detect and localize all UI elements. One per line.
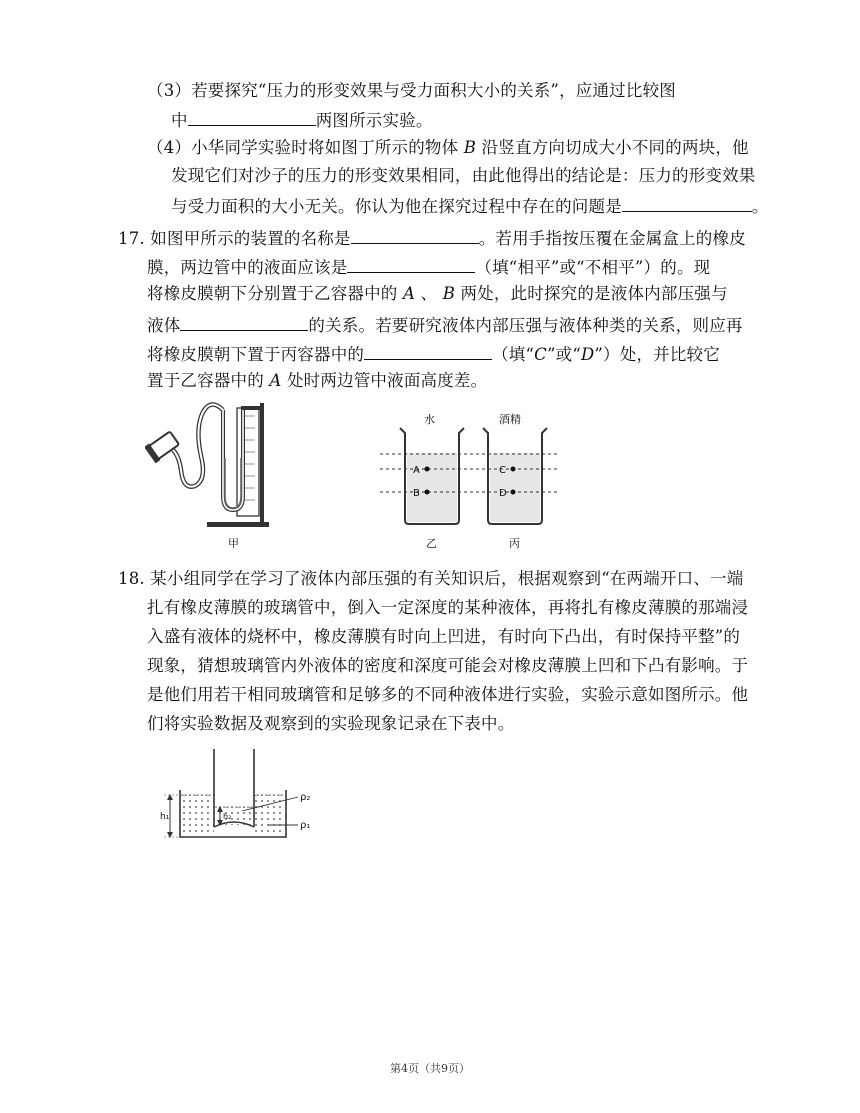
q16-item4-text-d: 与受力面积的大小无关。你认为他在探究过程中存在的问题是 [171,197,622,216]
label-h1: h₁ [160,812,170,822]
q16-item4-line1 [147,137,749,159]
q18-text: 是他们用若干相同玻璃管和足够多的不同种液体进行实验，实验示意如图所示。他 [147,685,749,704]
q18-number: 18. [118,569,145,588]
q18-text: 现象，猜想玻璃管内外液体的密度和深度可能会对橡皮薄膜上凹和下凸有影响。于 [147,656,749,675]
beakers-figure [380,412,557,550]
q16-item3-text-a: 中 [171,111,188,130]
q18-text: 扎有橡皮薄膜的玻璃管中，倒入一定深度的某种液体，再将扎有橡皮薄膜的那端浸 [147,598,749,617]
q18-text: 某小组同学在学习了液体内部压强的有关知识后，根据观察到“在两端开口、一端 [150,569,744,588]
q18-line2 [147,597,748,619]
q17-text: 膜，两边管中的液面应该是 [147,258,348,277]
u-tube-manometer-figure [145,403,269,550]
q17-text: 、 [420,284,438,303]
q17-text: （填“相平”或“不相平”）的。现 [475,258,711,277]
answer-blank[interactable] [622,193,752,212]
q17-line6 [147,370,487,392]
q17-text: （填“ [492,345,535,364]
answer-blank[interactable] [347,254,475,273]
label-bing: 丙 [509,537,520,550]
q17-text: 将橡皮膜朝下分别置于乙容器中的 [147,284,398,303]
q17-number: 17. [118,229,145,248]
q16-item4-text-e: 。 [751,197,769,216]
point-B-label: B [413,488,420,499]
q17-text: 如图甲所示的装置的名称是 [150,229,351,248]
point-C-label: C [499,465,506,476]
answer-blank[interactable] [364,341,492,360]
point-D-label: D [499,488,507,499]
q17-text: 两处，此时探究的是液体内部压强与 [460,284,728,303]
label-h2: h₂ [223,812,232,821]
var-B: B [442,284,456,303]
q16-item4-text-a: （4）小华同学实验时将如图丁所示的物体 [147,138,459,157]
label-rho1: ρ₁ [300,820,311,831]
page-footer: 第4页（共9页） [390,1062,470,1075]
q16-item3-text: （3）若要探究“压力的形变效果与受力面积大小的关系”，应通过比较图 [147,81,676,100]
label-alcohol: 酒精 [499,413,521,426]
q17-text: 液体 [147,316,181,335]
q17-text: ”或“ [546,345,581,364]
q17-line2 [147,254,710,279]
q17-text: ”）处，并比较它 [594,345,720,364]
q18-text: 入盛有液体的烧杯中，橡皮薄膜有时向上凹进，有时向下凸出，有时保持平整”的 [147,627,741,646]
q17-line3 [147,283,728,305]
q16-item3-line1 [147,80,676,102]
answer-blank[interactable] [351,225,479,244]
label-rho2: ρ₂ [300,792,311,803]
q16-item4-text-c: 发现它们对沙子的压力的形变效果相同，由此他得出的结论是：压力的形变效果 [171,166,756,185]
point-A-label: A [413,465,420,476]
q17-figure [145,398,575,550]
var-A: A [402,284,416,303]
q16-item4-text-b: 沿竖直方向切成大小不同的两块，他 [481,138,749,157]
var-C: C [534,345,547,364]
q17-text: 置于乙容器中的 [147,371,264,390]
answer-blank[interactable] [188,107,316,126]
q17-line1 [118,225,746,250]
q16-item3-line2 [171,107,433,132]
q18-line6 [147,713,514,735]
answer-blank[interactable] [180,312,308,331]
q16-item4-line3 [171,193,769,218]
q18-line5 [147,684,748,706]
var-D: D [580,345,595,364]
q17-text: 的关系。若要研究液体内部压强与液体种类的关系，则应再 [308,316,743,335]
var-A: A [269,371,282,390]
q18-line3 [147,626,740,648]
q18-figure [158,745,328,845]
q17-text: 将橡皮膜朝下置于丙容器中的 [147,345,365,364]
q18-text: 们将实验数据及观察到的实验现象记录在下表中。 [147,714,515,733]
q16-item3-text-b: 两图所示实验。 [315,111,433,130]
label-yi: 乙 [426,537,437,550]
q18-line1 [118,568,743,590]
var-B: B [463,138,477,157]
q17-text: 处时两边管中液面高度差。 [286,371,488,390]
q16-item4-line2 [171,165,756,187]
q17-text: 。若用手指按压覆在金属盒上的橡皮 [478,229,746,248]
label-water: 水 [424,413,435,426]
label-jia: 甲 [228,537,239,550]
q17-line4 [147,312,743,337]
q17-line5 [147,341,720,366]
q18-line4 [147,655,748,677]
